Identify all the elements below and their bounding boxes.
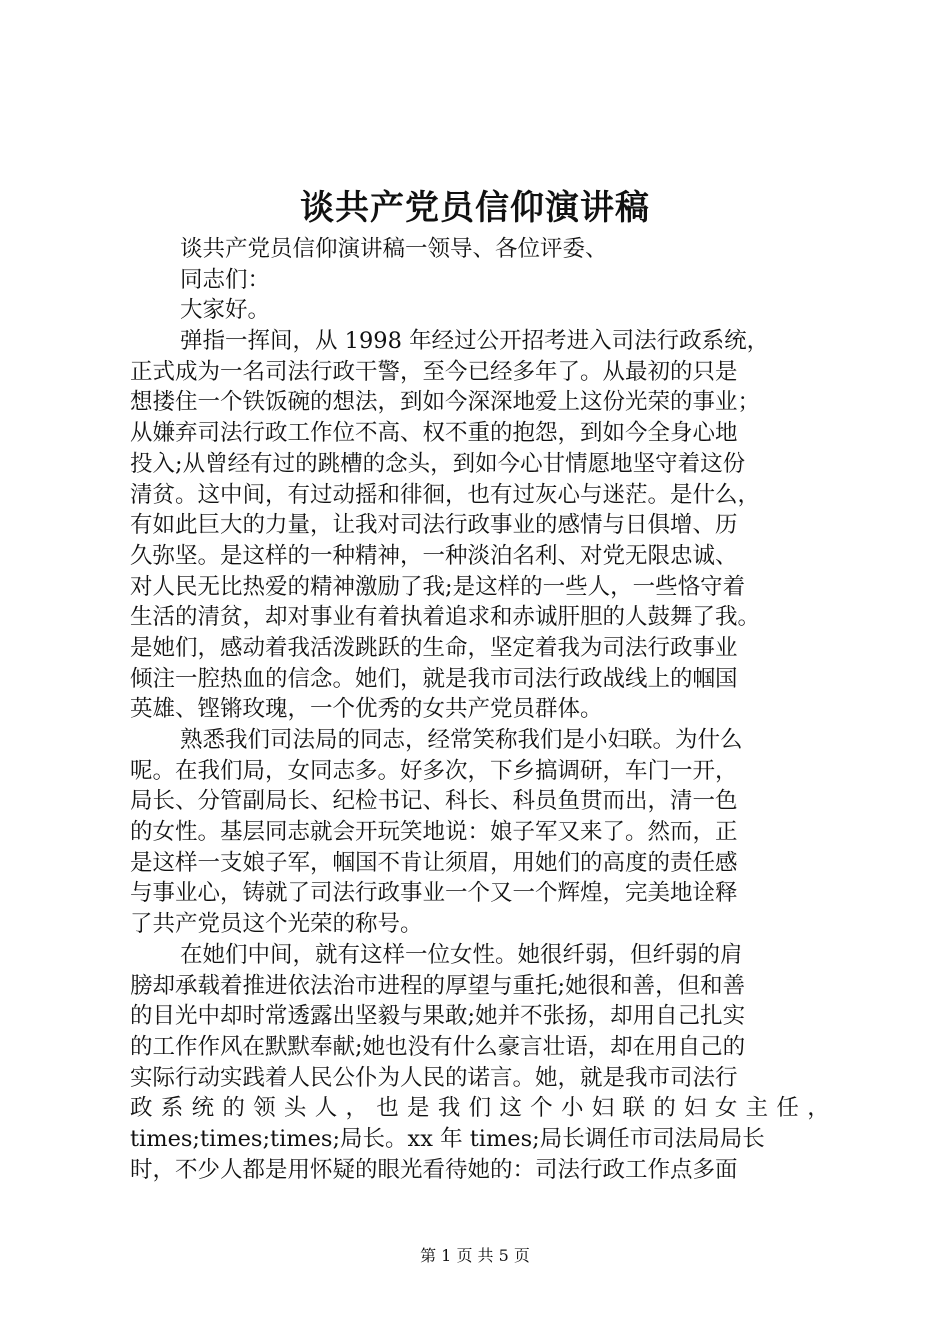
paragraph-line: 的目光中却时常透露出坚毅与果敢;她并不张扬，却用自己扎实 — [130, 1003, 746, 1030]
paragraph-line: 想搂住一个铁饭碗的想法，到如今深深地爱上这份光荣的事业； — [130, 389, 761, 416]
paragraph-line: 对人民无比热爱的精神激励了我;是这样的一些人，一些恪守着 — [130, 573, 746, 600]
paragraph-line: 的工作作风在默默奉献;她也没有什么豪言壮语，却在用自己的 — [130, 1033, 746, 1060]
spaced-char: 领 — [253, 1095, 276, 1122]
paragraph-line: 谈共产党员信仰演讲稿一领导、各位评委、 — [180, 236, 608, 262]
paragraph-line: 膀却承载着推进依法治市进程的厚望与重托;她很和善，但和善 — [130, 972, 746, 999]
spaced-char: 女 — [714, 1095, 738, 1122]
paragraph-line: 弹指一挥间，从 1998 年经过公开招考进入司法行政系统， — [180, 328, 770, 355]
paragraph-line: 从嫌弃司法行政工作位不高、权不重的抱怨，到如今全身心地 — [130, 420, 738, 447]
paragraph-line: 清贫。这中间，有过动摇和徘徊，也有过灰心与迷茫。是什么， — [130, 481, 761, 508]
paragraph-line: 生活的清贫，却对事业有着执着追求和赤诚肝胆的人鼓舞了我。 — [130, 604, 761, 631]
spaced-char: ， — [807, 1095, 830, 1122]
spaced-char: 这 — [499, 1095, 522, 1122]
paragraph-line: 实际行动实践着人民公仆为人民的诺言。她，就是我市司法行 — [130, 1064, 738, 1091]
spaced-char: 小 — [560, 1095, 584, 1122]
spaced-char: 妇 — [684, 1095, 707, 1122]
spaced-char: 统 — [191, 1095, 215, 1122]
spaced-char: 们 — [468, 1095, 492, 1122]
spaced-char: 头 — [283, 1095, 307, 1122]
spaced-char: 的 — [222, 1095, 245, 1122]
paragraph-line: 熟悉我们司法局的同志，经常笑称我们是小妇联。为什么 — [180, 727, 743, 753]
paragraph-line: 局长、分管副局长、纪检书记、科长、科员鱼贯而出，清一色 — [130, 788, 738, 815]
paragraph-line: 正式成为一名司法行政干警，至今已经多年了。从最初的只是 — [130, 358, 738, 385]
paragraph-line: 有如此巨大的力量，让我对司法行政事业的感情与日俱增、历 — [130, 512, 738, 539]
paragraph-line: 同志们： — [180, 266, 271, 293]
paragraph-line: 倾注一腔热血的信念。她们，就是我市司法行政战线上的帼国 — [130, 665, 738, 692]
spaced-char: 个 — [530, 1095, 553, 1122]
spaced-paragraph-line — [130, 1093, 830, 1124]
spaced-char: 我 — [437, 1095, 461, 1122]
paragraph-line: 英雄、铿锵玫瑰，一个优秀的女共产党员群体。 — [130, 696, 603, 723]
spaced-char: 联 — [622, 1095, 646, 1122]
paragraph-line: 了共产党员这个光荣的称号。 — [130, 911, 423, 938]
paragraph-line: 在她们中间，就有这样一位女性。她很纤弱，但纤弱的肩 — [180, 941, 743, 968]
spaced-char: ， — [345, 1095, 368, 1122]
paragraph-line: 呢。在我们局，女同志多。好多次，下乡搞调研，车门一开， — [130, 757, 738, 784]
paragraph-line: 与事业心，铸就了司法行政事业一个又一个辉煌，完美地诠释 — [130, 880, 738, 907]
paragraph-line: 的女性。基层同志就会开玩笑地说：娘子军又来了。然而，正 — [130, 819, 738, 846]
paragraph-line: 投入;从曾经有过的跳槽的念头，到如今心甘情愿地坚守着这份 — [130, 450, 746, 477]
document-title: 谈共产党员信仰演讲稿 — [300, 188, 650, 228]
paragraph-line: times;times;times;局长。xx 年 times;局长调任市司法局局长 — [130, 1125, 765, 1152]
paragraph-line: 是这样一支娘子军，帼国不肯让须眉，用她们的高度的责任感 — [130, 849, 738, 876]
paragraph-line: 时，不少人都是用怀疑的眼光看待她的：司法行政工作点多面 — [130, 1156, 738, 1183]
spaced-char: 的 — [653, 1095, 676, 1122]
paragraph-line: 大家好。 — [180, 297, 271, 324]
spaced-char: 是 — [407, 1095, 430, 1122]
spaced-char: 政 — [130, 1095, 153, 1122]
page-number-footer: 第 1 页 共 5 页 — [420, 1246, 530, 1265]
spaced-char: 人 — [314, 1095, 338, 1122]
document-body — [130, 234, 830, 1185]
spaced-char: 妇 — [591, 1095, 615, 1122]
spaced-char: 任 — [776, 1095, 799, 1122]
spaced-char: 主 — [745, 1095, 769, 1122]
paragraph-line: 久弥坚。是这样的一种精神，一种淡泊名利、对党无限忠诚、 — [130, 542, 738, 569]
paragraph-line: 是她们，感动着我活泼跳跃的生命，坚定着我为司法行政事业 — [130, 634, 738, 661]
spaced-char: 也 — [376, 1095, 399, 1122]
spaced-char: 系 — [160, 1095, 184, 1122]
